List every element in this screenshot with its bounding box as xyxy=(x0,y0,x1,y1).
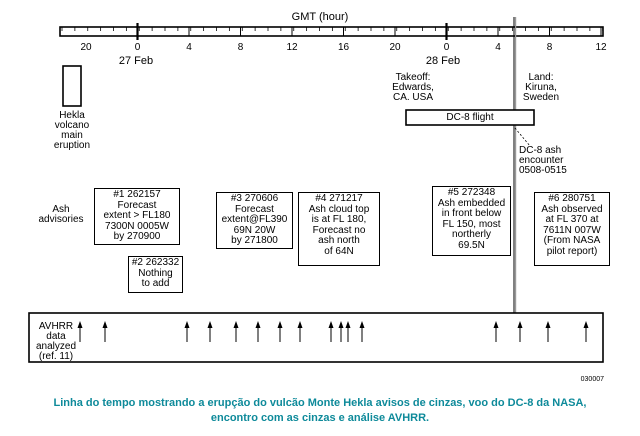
axis-tick-label: 4 xyxy=(495,42,501,53)
advisory-2: #2 262332 Nothing to add xyxy=(128,256,183,293)
figure-id: 030007 xyxy=(580,376,604,383)
figure-caption: Linha do tempo mostrando a erupção do vulcão Monte Hekla avisos de cinzas, voo do DC-8 da NASA, encontro com as cinzas e análise AVHRR. xyxy=(53,397,587,424)
avhrr-label: AVHRR data analyzed (ref. 11) xyxy=(35,321,77,362)
axis-tick-label: 0 xyxy=(443,42,450,53)
axis-tick-label: 12 xyxy=(595,42,607,53)
advisory-1: #1 262157 Forecast extent > FL180 7300N 0005W by 270900 xyxy=(94,188,180,245)
advisories-label: Ash advisories xyxy=(38,204,84,225)
axis-title: GMT (hour) xyxy=(291,11,349,23)
axis-tick-label: 8 xyxy=(237,42,244,53)
axis-tick-label: 16 xyxy=(337,42,350,53)
axis-tick-label: 8 xyxy=(546,42,553,53)
eruption-label: Hekla volcano main eruption xyxy=(53,110,91,151)
axis-tick-label: 4 xyxy=(186,42,192,53)
advisory-4: #4 271217 Ash cloud top is at FL 180, Forecast no ash north of 64N xyxy=(298,192,380,266)
encounter-leader xyxy=(515,128,530,146)
axis-tick-label: 0 xyxy=(134,42,141,53)
avhrr-bar xyxy=(29,313,603,362)
takeoff-label: Takeoff: Edwards, CA. USA xyxy=(392,72,434,103)
date-label-27-feb: 27 Feb xyxy=(118,55,154,67)
advisory-3: #3 270606 Forecast extent@FL390 69N 20W by 271800 xyxy=(216,192,293,249)
date-label-28-feb: 28 Feb xyxy=(425,55,461,67)
axis-tick-label: 20 xyxy=(80,42,92,53)
axis-tick-label: 12 xyxy=(286,42,298,53)
flight-label: DC-8 flight xyxy=(446,112,494,123)
encounter-label: DC-8 ash encounter 0508-0515 xyxy=(519,145,567,176)
time-axis-bar xyxy=(60,27,603,36)
land-label: Land: Kiruna, Sweden xyxy=(522,72,560,103)
advisory-5: #5 272348 Ash embedded in front below FL 150, most northerly 69.5N xyxy=(432,186,511,256)
axis-tick-label: 20 xyxy=(389,42,401,53)
eruption-marker xyxy=(63,66,81,106)
advisory-6: #6 280751 Ash observed at FL 370 at 7611N 007W (From NASA pilot report) xyxy=(534,192,610,266)
